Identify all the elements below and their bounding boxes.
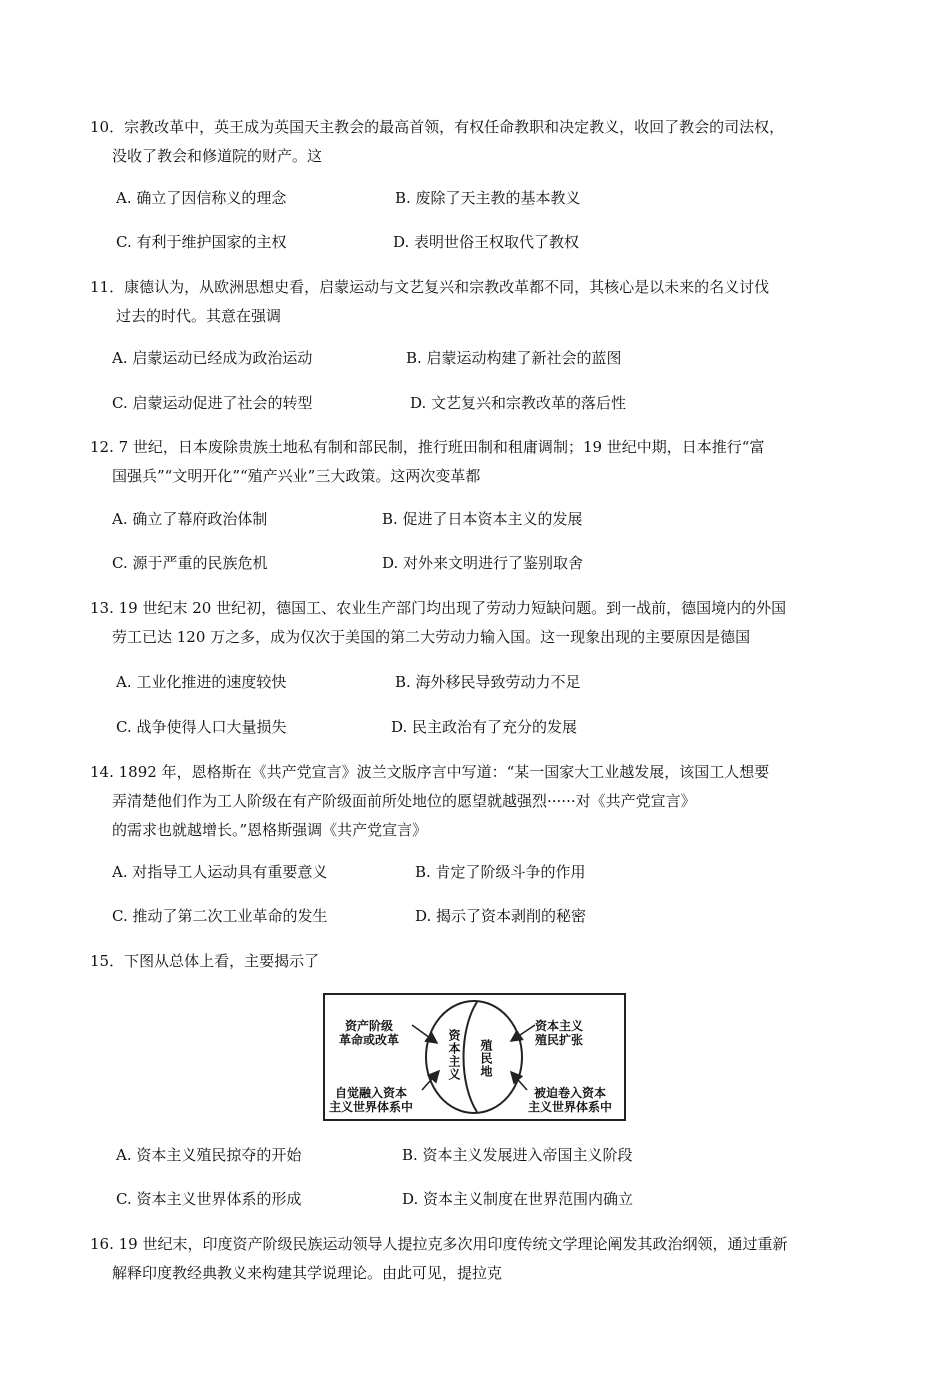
q11-option-b[interactable]: B. 启蒙运动构建了新社会的蓝图: [406, 349, 622, 367]
capitalism-world-system-diagram: [323, 993, 626, 1121]
q12-option-c[interactable]: C. 源于严重的民族危机: [112, 554, 268, 572]
q14-stem-line-3: 的需求也就越增长。”恩格斯强调《共产党宣言》: [112, 821, 428, 839]
q15-option-a[interactable]: A. 资本主义殖民掠夺的开始: [116, 1146, 302, 1164]
q15-stem-line-1: 15．下图从总体上看，主要揭示了: [90, 952, 320, 970]
q10-option-a[interactable]: A. 确立了因信称义的理念: [116, 189, 287, 207]
q13-stem-line-1: 13. 19 世纪末 20 世纪初，德国工、农业生产部门均出现了劳动力短缺问题。到一战前，德国境内的外国: [90, 599, 787, 617]
q16-stem-line-1: 16. 19 世纪末，印度资产阶级民族运动领导人提拉克多次用印度传统文学理论阐发其政治纲领，通过重新: [90, 1235, 788, 1253]
q14-option-b[interactable]: B. 肯定了阶级斗争的作用: [415, 863, 586, 881]
q12-option-b[interactable]: B. 促进了日本资本主义的发展: [382, 510, 583, 528]
q13-stem-line-2: 劳工已达 120 万之多，成为仅次于美国的第二大劳动力输入国。这一现象出现的主要原因是德国: [112, 628, 751, 646]
arrow-bottom-left: [422, 1071, 439, 1090]
label-voluntary-integration: 自觉融入资本 主义世界体系中: [329, 1086, 414, 1114]
q16-stem-line-2: 解释印度教经典教义来构建其学说理论。由此可见，提拉克: [112, 1264, 503, 1282]
q12-stem-line-2: 国强兵”“文明开化”“殖产兴业”三大政策。这两次变革都: [112, 467, 481, 485]
q11-option-d[interactable]: D. 文艺复兴和宗教改革的落后性: [410, 394, 627, 412]
q10-stem-line-2: 没收了教会和修道院的财产。这: [112, 147, 323, 165]
q14-option-a[interactable]: A. 对指导工人运动具有重要意义: [112, 863, 328, 881]
q10-option-b[interactable]: B. 废除了天主教的基本教义: [395, 189, 581, 207]
globe-divider: [464, 1002, 478, 1112]
q13-option-d[interactable]: D. 民主政治有了充分的发展: [391, 718, 578, 736]
q13-option-c[interactable]: C. 战争使得人口大量损失: [116, 718, 287, 736]
label-capitalism: 资本主义: [447, 1029, 461, 1081]
label-bourgeois-revolution: 资产阶级 革命或改革: [339, 1019, 400, 1047]
globe-ellipse: [426, 1001, 522, 1113]
q14-option-c[interactable]: C. 推动了第二次工业革命的发生: [112, 907, 328, 925]
q12-option-d[interactable]: D. 对外来文明进行了鉴别取舍: [382, 554, 584, 572]
label-colony: 殖民地: [479, 1039, 493, 1078]
q15-option-b[interactable]: B. 资本主义发展进入帝国主义阶段: [402, 1146, 633, 1164]
q13-option-b[interactable]: B. 海外移民导致劳动力不足: [395, 673, 581, 691]
q10-option-c[interactable]: C. 有利于维护国家的主权: [116, 233, 287, 251]
q12-stem-line-1: 12. 7 世纪，日本废除贵族土地私有制和部民制，推行班田制和租庸调制；19 世纪中期，日本推行“富: [90, 438, 765, 456]
q11-stem-line-1: 11．康德认为，从欧洲思想史看，启蒙运动与文艺复兴和宗教改革都不同，其核心是以未来的名义讨伐: [90, 278, 770, 296]
label-colonial-expansion: 资本主义 殖民扩张: [535, 1019, 584, 1047]
q11-option-a[interactable]: A. 启蒙运动已经成为政治运动: [112, 349, 313, 367]
q14-stem-line-2: 弄清楚他们作为工人阶级在有产阶级面前所处地位的愿望就越强烈······对《共产党宣言》: [112, 792, 696, 810]
label-forced-integration: 被迫卷入资本 主义世界体系中: [528, 1086, 613, 1114]
q10-stem-line-1: 10．宗教改革中，英王成为英国天主教会的最高首领，有权任命教职和决定教义，收回了教会的司法权，: [90, 118, 785, 136]
q11-option-c[interactable]: C. 启蒙运动促进了社会的转型: [112, 394, 313, 412]
q14-option-d[interactable]: D. 揭示了资本剥削的秘密: [415, 907, 587, 925]
q15-option-c[interactable]: C. 资本主义世界体系的形成: [116, 1190, 302, 1208]
q10-option-d[interactable]: D. 表明世俗王权取代了教权: [393, 233, 580, 251]
q12-option-a[interactable]: A. 确立了幕府政治体制: [112, 510, 268, 528]
q13-option-a[interactable]: A. 工业化推进的速度较快: [116, 673, 287, 691]
q15-option-d[interactable]: D. 资本主义制度在世界范围内确立: [402, 1190, 634, 1208]
q11-stem-line-2: 过去的时代。其意在强调: [116, 307, 282, 325]
q14-stem-line-1: 14. 1892 年，恩格斯在《共产党宣言》波兰文版序言中写道：“某一国家大工业越发展，该国工人想要: [90, 763, 770, 781]
